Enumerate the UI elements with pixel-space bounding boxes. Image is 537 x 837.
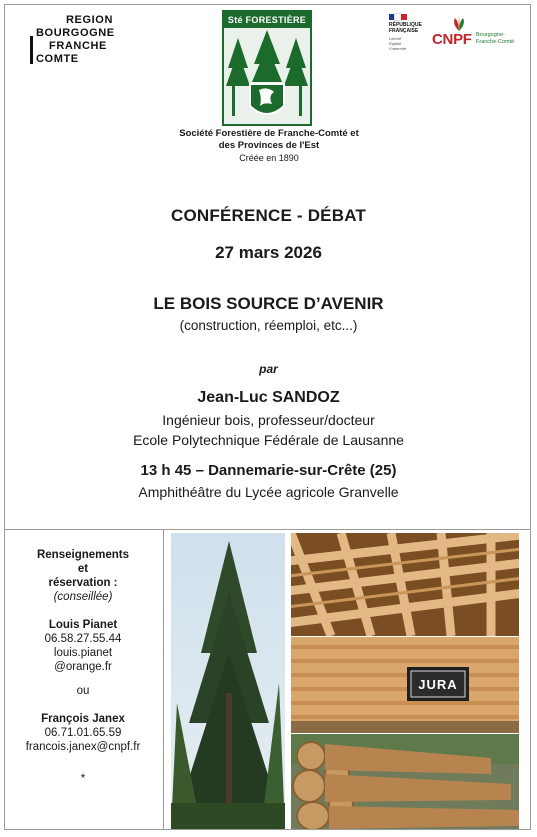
fir-tree-photo: [171, 533, 285, 829]
event-time-place: 13 h 45 – Dannemarie-sur-Crête (25): [140, 462, 397, 479]
cnpf-logo: [432, 16, 528, 50]
contact-or: ou: [76, 685, 90, 697]
plank-stack-illustration: [291, 637, 519, 733]
region-logo-line: FRANCHE: [49, 40, 107, 52]
plank-stack-photo: [291, 637, 519, 733]
cnpf-leaf-icon: [450, 16, 468, 32]
event-subtitle: (construction, réemploi, etc...): [179, 318, 358, 333]
contact-person1-email[interactable]: louis.pianet: [53, 647, 113, 659]
region-logo-line: REGION: [66, 14, 113, 26]
speaker-role: Ingénieur bois, professeur/docteur: [162, 412, 375, 428]
contact-person2-phone[interactable]: 06.71.01.65.59: [44, 727, 122, 739]
contact-person1-email[interactable]: @orange.fr: [54, 661, 112, 673]
section-divider: [4, 529, 531, 530]
jura-sign: JURA: [418, 677, 458, 692]
speaker-intro: par: [259, 362, 278, 376]
societe-forestiere-logo: [222, 10, 312, 126]
footer-mark: *: [80, 773, 86, 785]
society-name: [130, 128, 408, 164]
speaker-name: Jean-Luc SANDOZ: [197, 389, 340, 406]
event-title: LE BOIS SOURCE D’AVENIR: [153, 294, 384, 313]
region-logo-line: BOURGOGNE: [36, 27, 115, 39]
rf-logo-motto: Liberté Égalité Fraternité: [389, 36, 407, 51]
contact-heading: réservation :: [48, 577, 118, 589]
cnpf-logo-name: CNPF: [432, 31, 472, 48]
cnpf-logo-sub: Bourgogne- Franche-Comté: [476, 32, 515, 45]
timber-roof-illustration: [291, 533, 519, 636]
timber-roof-photo: [291, 533, 519, 636]
region-logo-line: COMTE: [36, 53, 79, 65]
event-date: 27 mars 2026: [215, 243, 322, 262]
contact-person2-name: François Janex: [41, 713, 125, 725]
log-pile-illustration: [291, 734, 519, 829]
contact-heading: et: [77, 563, 89, 575]
republique-francaise-logo: [389, 14, 433, 54]
speaker-school: Ecole Polytechnique Fédérale de Lausanne: [133, 432, 404, 448]
column-divider: [163, 530, 164, 830]
contact-heading: Renseignements: [36, 549, 130, 561]
society-founded: Créée en 1890: [239, 153, 299, 163]
society-name-line1: Société Forestière de Franche-Comté et: [179, 128, 359, 139]
sf-logo-title: Sté FORESTIÈRE: [224, 12, 310, 28]
contact-person1-phone[interactable]: 06.58.27.55.44: [44, 633, 122, 645]
society-name-line2: des Provinces de l'Est: [218, 140, 320, 151]
contact-person2-email[interactable]: francois.janex@cnpf.fr: [25, 741, 141, 753]
log-pile-photo: [291, 734, 519, 829]
french-flag-icon: [389, 14, 407, 20]
region-bfc-logo: [36, 14, 126, 66]
event-venue: Amphithéâtre du Lycée agricole Granvelle: [138, 484, 399, 500]
contact-person1-name: Louis Pianet: [48, 619, 118, 631]
fir-tree-illustration: [171, 533, 285, 829]
rf-logo-text: RÉPUBLIQUE FRANÇAISE: [389, 22, 422, 34]
contact-panel: [8, 548, 158, 786]
region-logo-mark: [30, 36, 33, 64]
contact-note: (conseillée): [53, 591, 113, 603]
fir-trees-emblem-icon: [224, 28, 310, 124]
event-type: CONFÉRENCE - DÉBAT: [170, 206, 366, 225]
